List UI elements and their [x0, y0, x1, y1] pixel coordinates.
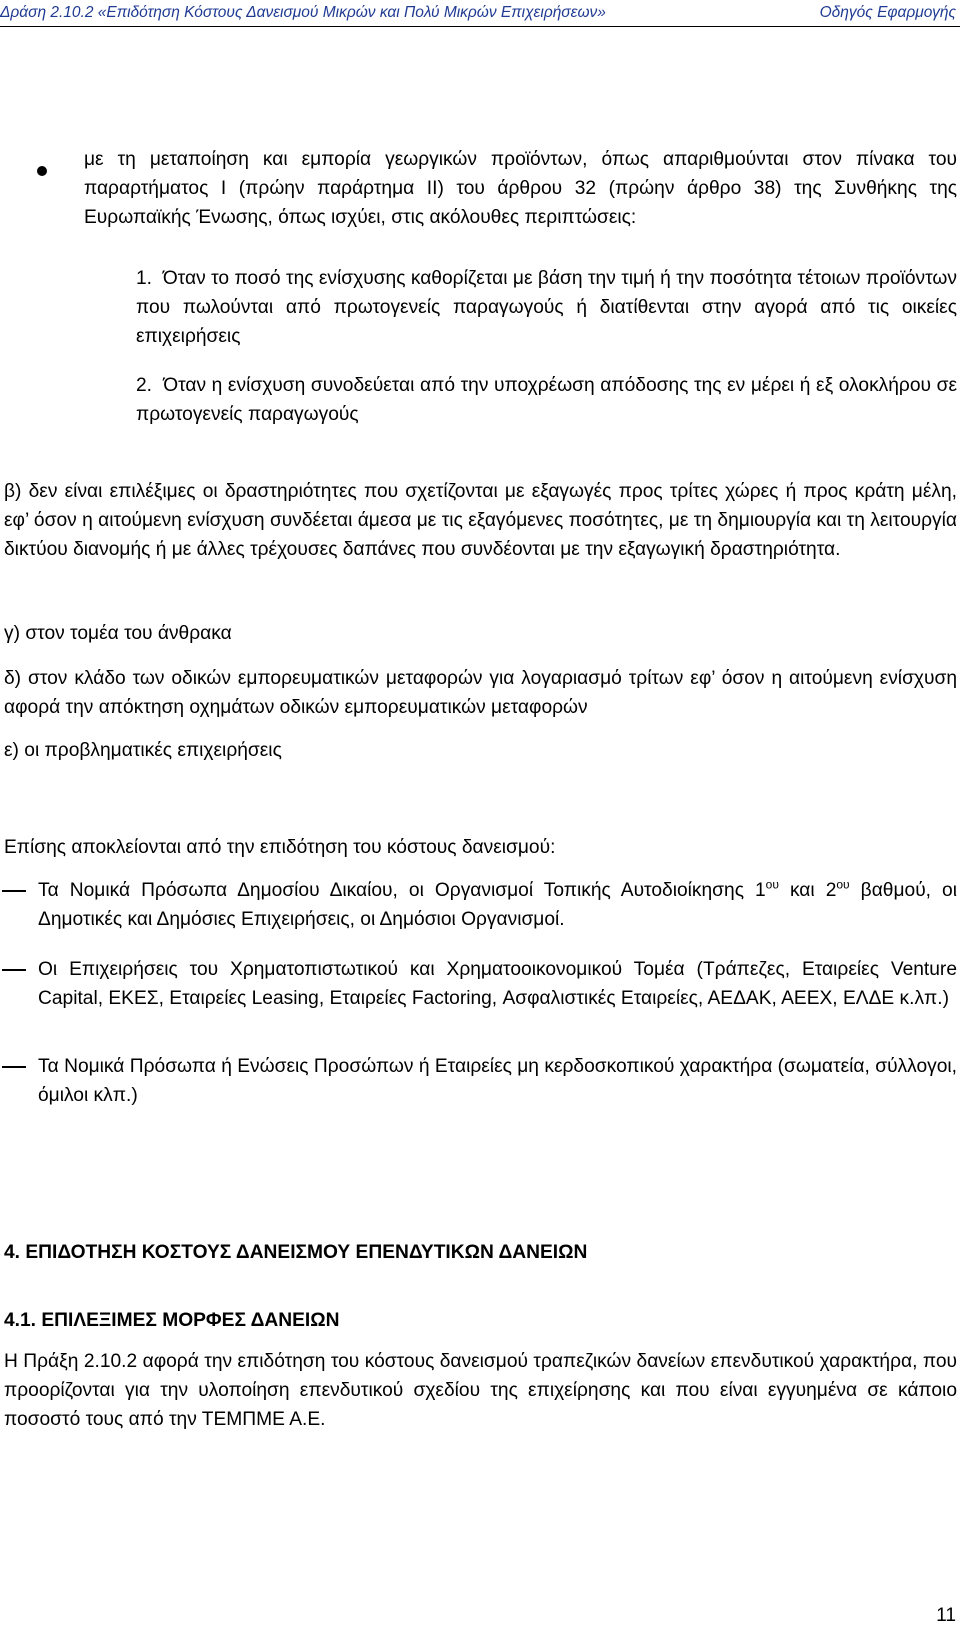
- numbered-item-2: [136, 371, 957, 429]
- numbered-label: 1.: [136, 268, 153, 289]
- bullet-text: με τη μεταποίηση και εμπορία γεωργικών προϊόντων, όπως απαριθμούνται στον πίνακα του παραρτήματος Ι (πρώην παράρτημα ΙΙ) του άρθρου 32 (πρώην άρθρο 38) της Συνθήκης της Ευρωπαϊκής Ένωσης, όπως ισχύει, στις ακόλουθες περιπτώσεις:: [84, 149, 957, 228]
- header-guide-label: Οδηγός Εφαρμογής: [819, 4, 956, 21]
- numbered-text: Όταν η ενίσχυση συνοδεύεται από την υποχρέωση απόδοσης της εν μέρει ή εξ ολοκλήρου σε πρωτογενείς παραγωγούς: [136, 375, 957, 425]
- final-paragraph-text: Η Πράξη 2.10.2 αφορά την επιδότηση του κόστους δανεισμού τραπεζικών δανείων επενδυτικού χαρακτήρα, που προορίζονται για την υλοποίηση επενδυτικού σχεδίου της επιχείρησης και που είναι εγγυημένα σε κάποιο ποσοστό τους από την ΤΕΜΠΜΕ Α.Ε.: [4, 1351, 957, 1430]
- dash-bullet-icon: [2, 969, 26, 971]
- exclusion-item-text: Οι Επιχειρήσεις του Χρηματοπιστωτικού και Χρηματοοικονομικού Τομέα (Τράπεζες, Εταιρείες Venture Capital, ΕΚΕΣ, Εταιρείες Leasing, Εταιρείες Factoring, Ασφαλιστικές Εταιρείες, ΑΕΔΑΚ, ΑΕΕΧ, ΕΛΔΕ κ.λπ.): [38, 959, 957, 1009]
- exclusions-intro: [4, 833, 957, 862]
- paragraph-e-text: ε) οι προβληματικές επιχειρήσεις: [4, 740, 282, 761]
- page-header: [0, 4, 960, 27]
- numbered-item-1: [136, 264, 957, 351]
- paragraph-b: [4, 477, 957, 564]
- dash-bullet-icon: [2, 1066, 26, 1068]
- exclusion-item-2: [38, 955, 957, 1013]
- bullet-paragraph: [84, 145, 957, 232]
- page-number: 11: [936, 1605, 956, 1626]
- paragraph-g: [4, 619, 957, 648]
- header-title: Δράση 2.10.2 «Επιδότηση Κόστους Δανεισμού Μικρών και Πολύ Μικρών Επιχειρήσεων»: [0, 4, 606, 21]
- bullet-icon: [37, 166, 47, 176]
- exclusion-item-3: [38, 1052, 957, 1110]
- subsection-heading: 4.1. ΕΠΙΛΕΞΙΜΕΣ ΜΟΡΦΕΣ ΔΑΝΕΙΩΝ: [4, 1310, 340, 1331]
- final-paragraph: [4, 1347, 957, 1434]
- exclusions-intro-text: Επίσης αποκλείονται από την επιδότηση του κόστους δανεισμού:: [4, 837, 556, 858]
- exclusion-item-1: Τα Νομικά Πρόσωπα Δημοσίου Δικαίου, οι Οργανισμοί Τοπικής Αυτοδιοίκησης $1^{o\upsilon}$ και $2^{o\upsilon}$ βαθμού, οι Δημοτικές και Δημόσιες Επιχειρήσεις, οι Δημόσιοι Οργανισμοί.: [38, 877, 957, 930]
- numbered-label: 2.: [136, 375, 153, 396]
- paragraph-g-text: γ) στον τομέα του άνθρακα: [4, 623, 232, 644]
- paragraph-b-text: β) δεν είναι επιλέξιμες οι δραστηριότητες που σχετίζονται με εξαγωγές προς τρίτες χώρες ή προς κράτη μέλη, εφ’ όσον η αιτούμενη ενίσχυση συνδέεται άμεσα με τις εξαγόμενες ποσότητες, με τη δημιουργία και τη λειτουργία δικτύου διανομής ή με άλλες τρέχουσες δαπάνες που συνδέονται με την εξαγωγική δραστηριότητα.: [4, 481, 957, 560]
- section-heading: 4. ΕΠΙΔΟΤΗΣΗ ΚΟΣΤΟΥΣ ΔΑΝΕΙΣΜΟΥ ΕΠΕΝΔΥΤΙΚΩΝ ΔΑΝΕΙΩΝ: [4, 1242, 588, 1263]
- dash-bullet-icon: [2, 890, 26, 892]
- paragraph-e: [4, 736, 957, 765]
- paragraph-d-text: δ) στον κλάδο των οδικών εμπορευματικών μεταφορών για λογαριασμό τρίτων εφ’ όσον η αιτούμενη ενίσχυση αφορά την απόκτηση οχημάτων οδικών εμπορευματικών μεταφορών: [4, 668, 957, 718]
- exclusion-item-text: Τα Νομικά Πρόσωπα ή Ενώσεις Προσώπων ή Εταιρείες μη κερδοσκοπικού χαρακτήρα (σωματεία, σύλλογοι, όμιλοι κλπ.): [38, 1056, 957, 1106]
- paragraph-d: [4, 664, 957, 722]
- numbered-text: Όταν το ποσό της ενίσχυσης καθορίζεται με βάση την τιμή ή την ποσότητα τέτοιων προϊόντων που πωλούνται από πρωτογενείς παραγωγούς ή διατίθενται στην αγορά από τις οικείες επιχειρήσεις: [136, 268, 957, 347]
